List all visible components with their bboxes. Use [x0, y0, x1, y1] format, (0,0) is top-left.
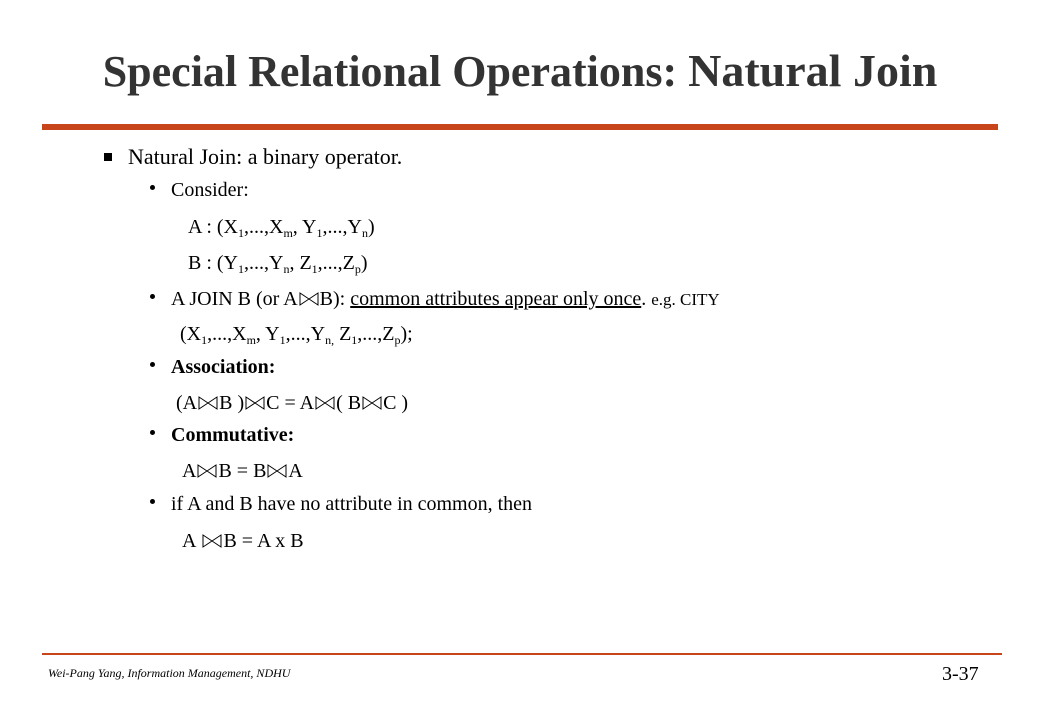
- dot-bullet-icon: [150, 294, 155, 299]
- square-bullet-icon: [104, 153, 112, 161]
- title-part2: Natural Join: [688, 45, 938, 96]
- join-definition: A JOIN B (or A B): common attributes appear only once. e.g. CITY: [171, 288, 720, 310]
- bowtie-join-icon: [315, 396, 335, 410]
- cartesian-product-expression: A B = A x B: [182, 530, 304, 552]
- dot-bullet-icon: [150, 185, 155, 190]
- association-label: Association:: [171, 356, 276, 378]
- bowtie-join-icon: [299, 292, 319, 306]
- slide-title: [0, 40, 1040, 113]
- dot-bullet-icon: [150, 499, 155, 504]
- page-number: 3-37: [942, 663, 979, 685]
- relation-a-def: A : ($X_1,...,X_m$, $Y_1,...,Y_n$): [188, 216, 375, 240]
- commutative-expression: A B = B A: [182, 460, 303, 482]
- bullet-natural-join: Natural Join: a binary operator.: [128, 144, 403, 169]
- dot-bullet-icon: [150, 362, 155, 367]
- bowtie-join-icon: [198, 396, 218, 410]
- bowtie-join-icon: [267, 464, 287, 478]
- bowtie-join-icon: [202, 534, 222, 548]
- bowtie-join-icon: [197, 464, 217, 478]
- join-result-def: ($X_1,...,X_m$, $Y_1,...,Y_{n,}$ $Z_1,...,Z_p$);: [180, 323, 413, 347]
- bowtie-join-icon: [362, 396, 382, 410]
- commutative-label: Commutative:: [171, 424, 295, 446]
- association-expression: (A B ) C = A ( B C ): [176, 392, 409, 414]
- bowtie-join-icon: [245, 396, 265, 410]
- relation-b-def: B : ($Y_1,...,Y_n$, $Z_1,...,Z_p$): [188, 252, 368, 276]
- dot-bullet-icon: [150, 430, 155, 435]
- title-part1: Special Relational Operations:: [102, 47, 689, 96]
- no-common-attribute-text: if A and B have no attribute in common, then: [171, 493, 533, 515]
- title-divider: [42, 124, 998, 130]
- footer-divider: [42, 653, 1002, 655]
- footer-author: Wei-Pang Yang, Information Management, NDHU: [48, 666, 291, 680]
- consider-label: Consider:: [171, 179, 249, 201]
